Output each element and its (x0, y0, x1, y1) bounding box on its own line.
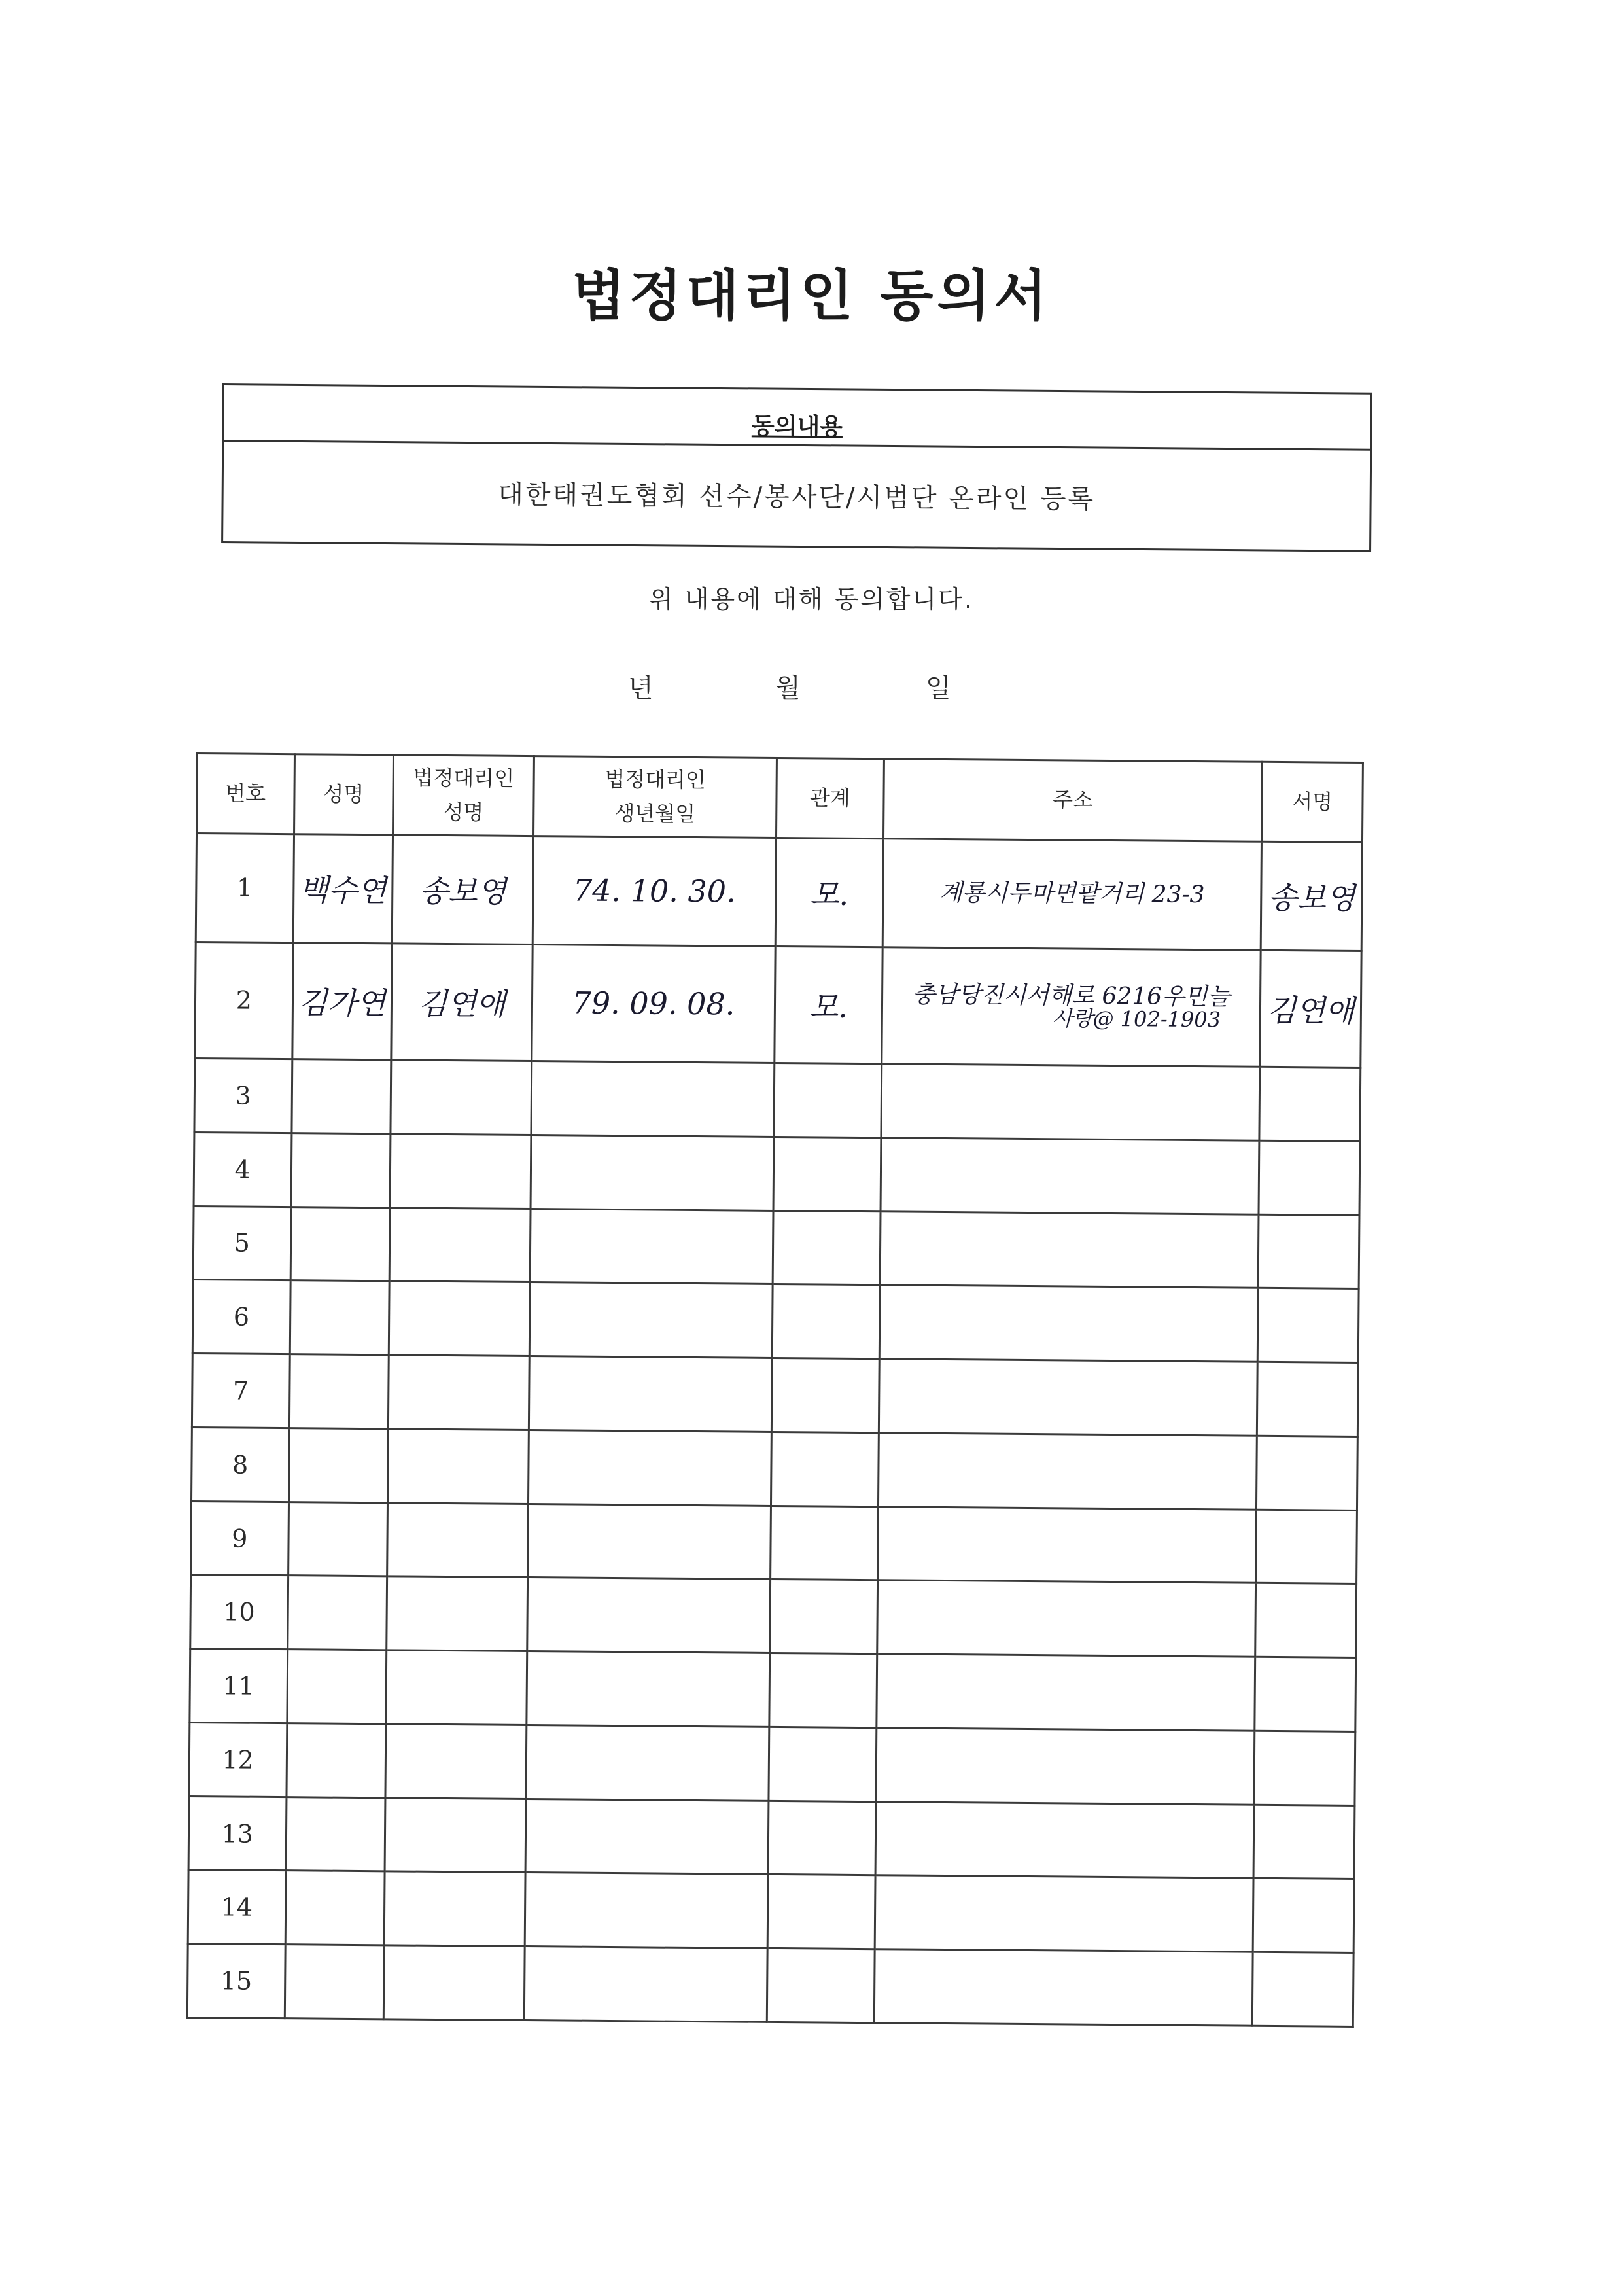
header-guardian-birth (534, 756, 777, 838)
row-number: 9 (191, 1501, 288, 1576)
row-name[interactable] (287, 1576, 387, 1650)
row-signature[interactable] (1258, 1288, 1359, 1363)
row-address-line1 (878, 1617, 1255, 1620)
header-relation: 관계 (776, 758, 884, 838)
row-name[interactable] (286, 1723, 385, 1798)
row-relation[interactable] (769, 1727, 877, 1801)
row-signature[interactable] (1257, 1362, 1359, 1436)
header-name: 성명 (294, 754, 394, 835)
row-relation[interactable] (768, 1801, 876, 1875)
table-row (192, 1427, 1358, 1510)
row-name[interactable] (288, 1502, 387, 1576)
table-row (189, 1722, 1355, 1805)
row-address-line2 (878, 1617, 1255, 1620)
row-guardian-birth[interactable]: 74. 10. 30. (532, 836, 776, 946)
row-address-line1 (879, 1470, 1256, 1473)
row-signature[interactable] (1258, 1214, 1359, 1289)
row-relation[interactable] (773, 1210, 881, 1285)
row-relation[interactable] (771, 1432, 879, 1506)
row-address-line2 (881, 1248, 1258, 1252)
row-guardian-birth[interactable] (530, 1209, 773, 1284)
row-address-line1 (881, 1248, 1258, 1252)
row-signature[interactable] (1253, 1952, 1354, 2026)
row-guardian-birth[interactable] (525, 1799, 769, 1875)
row-name[interactable] (291, 1059, 391, 1134)
header-guardian-name-line2: 성명 (443, 799, 484, 824)
table-row (194, 1132, 1360, 1215)
row-relation[interactable] (771, 1358, 879, 1433)
row-guardian-birth[interactable] (527, 1651, 770, 1727)
row-address-line2 (882, 1174, 1259, 1178)
row-name[interactable] (288, 1428, 388, 1503)
table-row (188, 1796, 1355, 1879)
row-guardian-name[interactable] (387, 1502, 529, 1577)
row-number: 2 (195, 942, 293, 1059)
row-address[interactable] (877, 1580, 1255, 1657)
row-number: 6 (192, 1280, 290, 1354)
row-guardian-birth[interactable]: 79. 09. 08. (532, 944, 775, 1063)
row-signature[interactable] (1253, 1805, 1355, 1879)
table-row (196, 834, 1362, 951)
row-name[interactable] (289, 1354, 389, 1429)
guardian-roster-table (186, 752, 1364, 2028)
date-month-label: 월 (775, 673, 801, 703)
row-address[interactable] (874, 1949, 1253, 2026)
table-row (187, 1944, 1353, 2027)
row-relation[interactable] (770, 1580, 878, 1654)
header-signature: 서명 (1262, 762, 1363, 842)
table-row (192, 1280, 1359, 1363)
row-guardian-name[interactable] (388, 1429, 529, 1504)
row-guardian-birth[interactable] (528, 1504, 771, 1580)
table-row (190, 1575, 1357, 1658)
row-guardian-name[interactable] (385, 1798, 526, 1873)
row-relation[interactable] (774, 1063, 882, 1137)
row-name[interactable] (287, 1650, 386, 1724)
row-name[interactable] (285, 1871, 385, 1945)
row-address-line2 (877, 1691, 1254, 1694)
row-guardian-birth[interactable] (525, 1873, 768, 1949)
row-signature[interactable] (1259, 1140, 1360, 1215)
row-name[interactable] (286, 1797, 385, 1871)
row-address[interactable] (879, 1285, 1258, 1362)
row-address-line2 (875, 1986, 1252, 1989)
row-address[interactable] (878, 1433, 1257, 1510)
row-relation[interactable]: 모. (775, 838, 883, 947)
row-address[interactable] (881, 1138, 1259, 1214)
row-address-line2 (877, 1765, 1254, 1768)
row-signature[interactable] (1259, 1067, 1361, 1141)
row-address-line1 (877, 1765, 1254, 1768)
date-day-label: 일 (926, 673, 951, 703)
row-name[interactable] (285, 1945, 384, 2019)
row-number: 10 (190, 1575, 288, 1650)
row-signature[interactable] (1255, 1583, 1357, 1658)
row-number: 4 (194, 1132, 291, 1207)
row-signature[interactable] (1255, 1657, 1356, 1731)
row-address-line2 (882, 1101, 1259, 1104)
row-address[interactable] (881, 1064, 1260, 1140)
row-guardian-birth[interactable] (531, 1135, 774, 1210)
row-address-line1 (882, 1101, 1259, 1104)
table-header-row (197, 754, 1363, 843)
row-guardian-name[interactable] (386, 1650, 527, 1725)
row-relation[interactable] (767, 1949, 875, 2023)
row-address[interactable] (882, 839, 1262, 950)
row-name[interactable]: 김가연 (292, 942, 392, 1060)
row-guardian-name[interactable] (390, 1134, 531, 1209)
row-number: 14 (188, 1870, 285, 1945)
row-address-line1 (876, 1913, 1253, 1916)
row-number: 12 (189, 1722, 287, 1797)
row-number: 5 (193, 1206, 290, 1280)
row-number: 1 (196, 834, 294, 943)
consent-header: 동의내용 (224, 385, 1370, 451)
row-signature[interactable] (1253, 1879, 1354, 1953)
row-relation[interactable] (770, 1506, 878, 1580)
row-guardian-name[interactable] (388, 1355, 529, 1430)
row-address-line2 (879, 1470, 1256, 1473)
row-address[interactable] (875, 1801, 1254, 1878)
row-address-line2 (879, 1544, 1255, 1547)
row-address-line1 (882, 1174, 1259, 1178)
table-row (192, 1354, 1358, 1437)
header-guardian-name-line1: 법정대리인 (413, 765, 515, 792)
table-row (191, 1501, 1357, 1584)
row-address-line1 (881, 1322, 1257, 1325)
row-number: 3 (194, 1059, 292, 1133)
row-address-line1 (875, 1986, 1252, 1989)
row-address[interactable] (880, 1211, 1259, 1288)
row-address-line2 (876, 1913, 1253, 1916)
row-name[interactable] (290, 1207, 390, 1281)
row-address-line2 (880, 1396, 1257, 1399)
row-relation[interactable]: 모. (775, 946, 882, 1064)
agree-statement: 위 내용에 대해 동의합니다. (648, 585, 975, 614)
header-number: 번호 (197, 754, 294, 834)
row-address[interactable] (882, 947, 1261, 1067)
row-guardian-name[interactable]: 송보영 (392, 835, 533, 944)
row-address[interactable] (876, 1728, 1255, 1805)
row-guardian-birth[interactable] (526, 1725, 769, 1801)
row-guardian-birth[interactable] (527, 1578, 771, 1653)
header-guardian-birth-line1: 법정대리인 (604, 767, 707, 793)
row-signature[interactable] (1254, 1731, 1355, 1805)
row-address-line2: 사랑@ 102-1903 (1052, 1006, 1221, 1033)
row-guardian-name[interactable] (387, 1576, 528, 1651)
row-guardian-name[interactable] (389, 1281, 530, 1356)
header-guardian-birth-line2: 생년월일 (614, 800, 696, 826)
row-relation[interactable] (767, 1875, 875, 1949)
date-year-label: 년 (628, 673, 654, 703)
row-name[interactable] (291, 1133, 391, 1207)
table-row (194, 1059, 1361, 1142)
row-address-line1 (880, 1396, 1257, 1399)
row-address[interactable] (877, 1654, 1255, 1731)
table-row (193, 1206, 1359, 1289)
row-address-line1: 충남당진시서해로 6216우민늘 (912, 981, 1230, 1011)
row-guardian-birth[interactable] (524, 1947, 767, 2022)
row-number: 7 (192, 1354, 289, 1428)
row-address-line2 (877, 1839, 1253, 1842)
document-title: 법정대리인 동의서 (572, 263, 1051, 328)
row-guardian-name[interactable] (391, 1060, 532, 1135)
consent-content-box (221, 383, 1372, 552)
row-relation[interactable] (773, 1137, 881, 1211)
row-number: 13 (188, 1796, 286, 1871)
row-relation[interactable] (772, 1284, 880, 1359)
consent-content: 대한태권도협회 선수/봉사단/시범단 온라인 등록 (498, 480, 1096, 515)
row-address-line2 (881, 1322, 1257, 1325)
row-name[interactable] (290, 1280, 389, 1355)
row-signature[interactable]: 김연애 (1260, 950, 1361, 1068)
date-line (0, 667, 1623, 707)
row-name[interactable]: 백수연 (293, 834, 393, 944)
row-guardian-name[interactable] (385, 1724, 527, 1799)
row-signature[interactable] (1256, 1510, 1357, 1584)
row-number: 11 (190, 1649, 287, 1723)
row-guardian-birth[interactable] (529, 1430, 772, 1506)
row-guardian-name[interactable]: 김연애 (391, 943, 532, 1061)
row-guardian-name[interactable] (384, 1871, 525, 1946)
table-row (190, 1649, 1356, 1732)
row-guardian-name[interactable] (389, 1207, 531, 1282)
row-address[interactable] (879, 1359, 1257, 1436)
row-guardian-birth[interactable] (529, 1282, 773, 1358)
row-guardian-birth[interactable] (531, 1061, 775, 1137)
header-address: 주소 (883, 759, 1263, 842)
row-relation[interactable] (769, 1653, 877, 1728)
row-address-line1 (877, 1691, 1254, 1694)
row-number: 8 (192, 1427, 289, 1502)
table-row (188, 1870, 1354, 1953)
row-guardian-birth[interactable] (529, 1356, 773, 1432)
row-guardian-name[interactable] (383, 1945, 525, 2020)
row-address-line1: 계룡시두마면팥거리 23-3 (939, 879, 1205, 909)
row-address-line1 (877, 1839, 1253, 1842)
row-address[interactable] (875, 1875, 1253, 1952)
row-signature[interactable]: 송보영 (1261, 841, 1363, 951)
header-guardian-name (393, 755, 534, 836)
row-number: 15 (187, 1944, 285, 2019)
row-address-line1 (879, 1544, 1255, 1547)
row-signature[interactable] (1257, 1436, 1358, 1510)
table-row (195, 942, 1361, 1067)
row-address[interactable] (877, 1506, 1256, 1583)
